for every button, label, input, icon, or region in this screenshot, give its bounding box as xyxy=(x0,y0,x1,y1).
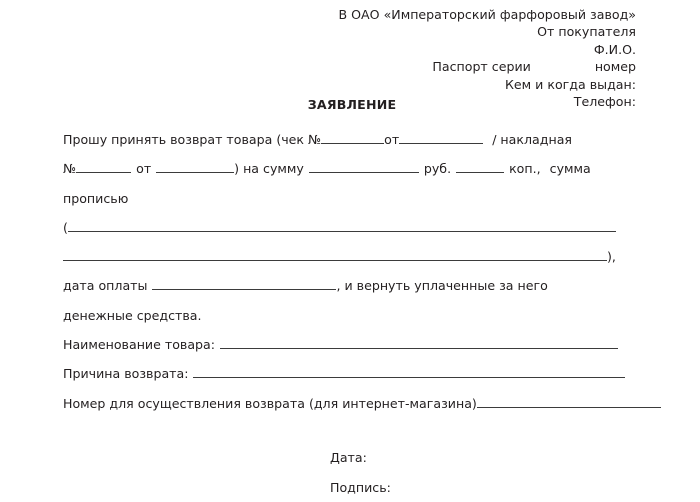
header-passport-row xyxy=(200,58,636,75)
label-rubles: руб. xyxy=(423,161,452,177)
body-line-order-number xyxy=(63,389,638,418)
label-order-number: Номер для осуществления возврата (для интернет-магазина) xyxy=(63,395,477,411)
footer-signature: Подпись: xyxy=(330,479,391,495)
body-line-invoice-sum xyxy=(63,154,638,183)
body-line-words-rule-1 xyxy=(63,213,638,242)
body-line-in-words xyxy=(63,184,638,213)
sum-words-field-line2[interactable] xyxy=(63,247,607,261)
invoice-date-field[interactable] xyxy=(156,159,234,173)
label-product-name: Наименование товара: xyxy=(63,337,216,353)
body-line-words-rule-2 xyxy=(63,242,638,271)
document-body xyxy=(63,125,638,418)
payment-date-field[interactable] xyxy=(152,276,336,290)
sum-words-field-line1[interactable] xyxy=(68,218,616,232)
label-invoice-no: № xyxy=(63,161,77,177)
label-refund-clause: , и вернуть уплаченные за него xyxy=(336,278,548,294)
header-passport-series: Паспорт серии xyxy=(432,59,531,75)
paren-open: ( xyxy=(63,219,68,235)
body-line-check xyxy=(63,125,638,154)
label-check-from: от xyxy=(384,132,400,147)
page-title: ЗАЯВЛЕНИЕ xyxy=(307,97,397,112)
return-reason-field[interactable] xyxy=(193,364,625,378)
check-number-field[interactable] xyxy=(321,130,384,144)
product-name-field[interactable] xyxy=(220,335,618,349)
body-line-reason xyxy=(63,359,638,388)
label-in-words: прописью xyxy=(63,190,129,206)
document-header xyxy=(200,6,636,110)
header-addressee: В ОАО «Императорский фарфоровый завод» xyxy=(338,7,636,22)
body-line-payment-date xyxy=(63,271,638,300)
label-return-reason: Причина возврата: xyxy=(63,366,189,382)
header-fio: Ф.И.О. xyxy=(593,41,636,57)
order-number-field[interactable] xyxy=(477,394,661,408)
invoice-number-field[interactable] xyxy=(76,159,131,173)
check-date-field[interactable] xyxy=(399,130,483,144)
header-issued-by: Кем и когда выдан: xyxy=(504,76,636,92)
label-invoice-from: от xyxy=(136,161,152,177)
label-request-check: Прошу принять возврат товара (чек № xyxy=(63,132,322,147)
body-line-funds xyxy=(63,301,638,330)
header-from-buyer: От покупателя xyxy=(537,24,636,40)
sum-rubles-field[interactable] xyxy=(309,159,419,173)
label-kopecks: коп., xyxy=(509,161,541,177)
sum-kopecks-field[interactable] xyxy=(456,159,504,173)
label-funds: денежные средства. xyxy=(63,307,202,323)
label-payment-date: дата оплаты xyxy=(63,278,148,294)
header-passport-number: номер xyxy=(594,59,636,75)
header-phone: Телефон: xyxy=(573,94,636,110)
label-invoice-alt: / накладная xyxy=(492,132,572,147)
document-footer xyxy=(330,443,391,502)
body-line-product-name xyxy=(63,330,638,359)
footer-date: Дата: xyxy=(330,450,367,465)
label-sum-words: сумма xyxy=(549,161,591,177)
label-sum: ) на сумму xyxy=(234,161,304,177)
paren-close: ), xyxy=(607,249,616,265)
